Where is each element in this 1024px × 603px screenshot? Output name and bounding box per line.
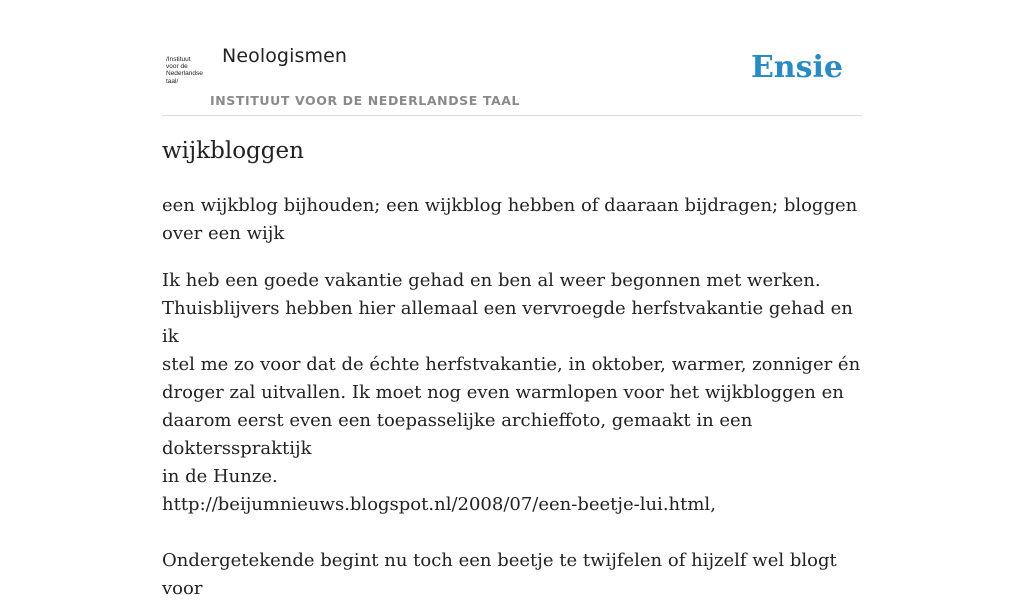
paragraph-spacer xyxy=(162,519,862,547)
entry-example xyxy=(162,267,862,603)
ensie-brand-link[interactable]: Ensie xyxy=(750,50,843,85)
example-line: stel me zo voor dat de échte herfstvakantie, in oktober, warmer, zonniger én xyxy=(162,354,861,375)
institute-logo[interactable]: /Instituut voor de Nederlandse taal/ xyxy=(166,56,203,85)
content-container xyxy=(162,0,862,599)
example-line: in de Hunze. xyxy=(162,466,278,487)
entry-definition: een wijkblog bijhouden; een wijkblog hebben of daaraan bijdragen; bloggen over een wijk xyxy=(162,195,858,244)
example-line: daarom eerst even een toepasselijke archieffoto, gemaakt in een doktersspraktijk xyxy=(162,410,753,459)
example-line: Ik heb een goede vakantie gehad en ben al weer begonnen met werken. xyxy=(162,270,821,291)
site-header xyxy=(162,0,862,116)
entry-headword: wijkbloggen xyxy=(162,138,304,164)
publisher-name: INSTITUUT VOOR DE NEDERLANDSE TAAL xyxy=(210,93,521,108)
example-line: droger zal uitvallen. Ik moet nog even warmlopen voor het wijkbloggen en xyxy=(162,382,844,403)
example-line: Ondergetekende begint nu toch een beetje te twijfelen of hijzelf wel blogt voor xyxy=(162,550,837,599)
example-line: Thuisblijvers hebben hier allemaal een vervroegde herfstvakantie gehad en ik xyxy=(162,298,853,347)
example-source-url: http://beijumnieuws.blogspot.nl/2008/07/een-beetje-lui.html, xyxy=(162,494,716,515)
dictionary-name[interactable]: Neologismen xyxy=(222,45,348,67)
